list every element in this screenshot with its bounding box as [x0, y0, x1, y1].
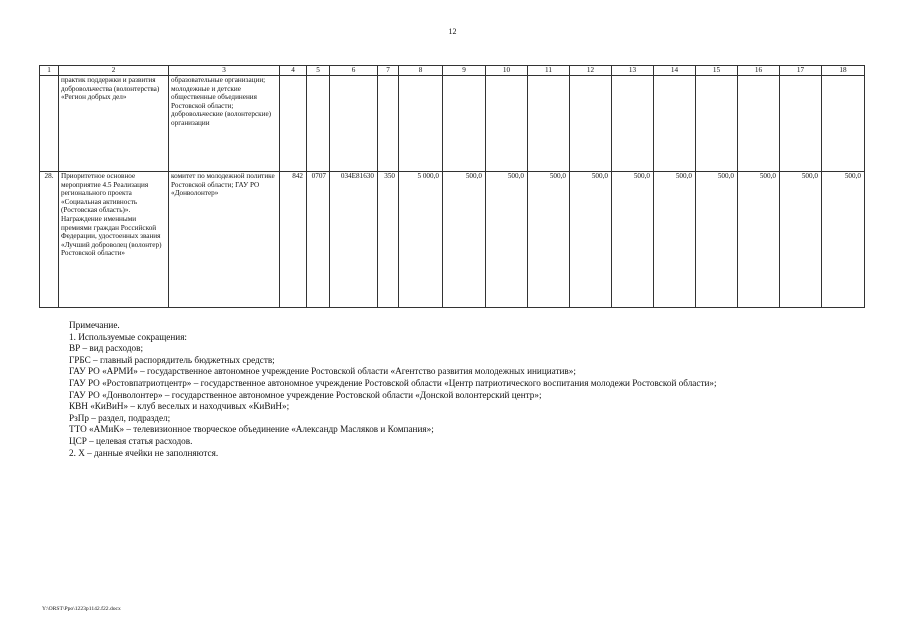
csr-cell: 034E81630 — [330, 172, 378, 308]
table-row — [40, 172, 865, 308]
year-value-cell: 500,0 — [696, 172, 738, 308]
column-header: 2 — [59, 66, 169, 76]
value-cell — [443, 76, 486, 172]
column-header: 13 — [612, 66, 654, 76]
value-cell — [280, 76, 307, 172]
rzpr-cell: 0707 — [307, 172, 330, 308]
column-header: 17 — [780, 66, 822, 76]
note-line: ЦСР – целевая статья расходов. — [69, 435, 193, 446]
measure-name-cell: практик поддержки и развития добровольчества (волонтерства) «Регион добрых дел» — [59, 76, 169, 172]
column-header: 7 — [378, 66, 399, 76]
value-cell — [696, 76, 738, 172]
year-value-cell: 500,0 — [528, 172, 570, 308]
note-line: ГАУ РО «АРМИ» – государственное автономное учреждение Ростовской области «Агентство развития молодежных инициатив»; — [69, 366, 576, 377]
value-cell — [780, 76, 822, 172]
value-cell — [570, 76, 612, 172]
value-cell — [654, 76, 696, 172]
total-cell: 5 000,0 — [399, 172, 443, 308]
notes-title: Примечание. — [69, 320, 120, 330]
column-header: 3 — [169, 66, 280, 76]
year-value-cell: 500,0 — [612, 172, 654, 308]
column-header: 10 — [486, 66, 528, 76]
value-cell — [612, 76, 654, 172]
value-cell — [528, 76, 570, 172]
value-cell — [378, 76, 399, 172]
value-cell — [738, 76, 780, 172]
value-cell — [399, 76, 443, 172]
note-line: ГАУ РО «Донволонтер» – государственное автономное учреждение Ростовской области «Донской волонтерский центр»; — [69, 389, 542, 400]
year-value-cell: 500,0 — [822, 172, 865, 308]
column-header: 18 — [822, 66, 865, 76]
grbs-cell: 842 — [280, 172, 307, 308]
measure-name-cell: Приоритетное основное мероприятие 4.5 Реализация регионального проекта «Социальная активность (Ростовская область)». Награждение именными премиями граждан Российской Федерации, удостоенных звания «Лучший доброволец (волонтер) Ростовской области» — [59, 172, 169, 308]
note-line: ТТО «АМиК» – телевизионное творческое объединение «Александр Масляков и Компания»; — [69, 424, 434, 435]
vr-cell: 350 — [378, 172, 399, 308]
column-header: 11 — [528, 66, 570, 76]
year-value-cell: 500,0 — [570, 172, 612, 308]
value-cell — [307, 76, 330, 172]
page-number: 12 — [448, 27, 457, 36]
table-row — [40, 76, 865, 172]
year-value-cell: 500,0 — [443, 172, 486, 308]
executor-cell: комитет по молодежной политике Ростовской области; ГАУ РО «Донволонтер» — [169, 172, 280, 308]
year-value-cell: 500,0 — [738, 172, 780, 308]
table-header-row — [40, 66, 865, 76]
year-value-cell: 500,0 — [780, 172, 822, 308]
note-line: ГРБС – главный распорядитель бюджетных средств; — [69, 354, 275, 365]
value-cell — [822, 76, 865, 172]
value-cell — [330, 76, 378, 172]
year-value-cell: 500,0 — [654, 172, 696, 308]
column-header: 4 — [280, 66, 307, 76]
column-header: 6 — [330, 66, 378, 76]
column-header: 16 — [738, 66, 780, 76]
footer-file-path: Y:\ORST\Ppo\1223p1142.f22.docx — [42, 606, 121, 612]
year-value-cell: 500,0 — [486, 172, 528, 308]
column-header: 8 — [399, 66, 443, 76]
note-line: ГАУ РО «Ростовпатриотцентр» – государственное автономное учреждение Ростовской области «Центр патриотического воспитания молодежи Ростовской области»; — [69, 377, 717, 388]
column-header: 1 — [40, 66, 59, 76]
executor-cell: образовательные организации; молодежные и детские общественные объединения Ростовской области; добровольческие (волонтерские) организации — [169, 76, 280, 172]
budget-table — [39, 65, 865, 308]
note-line: 2. Х – данные ячейки не заполняются. — [69, 447, 219, 458]
column-header: 15 — [696, 66, 738, 76]
notes-section — [69, 320, 717, 459]
column-header: 9 — [443, 66, 486, 76]
row-number-cell — [40, 76, 59, 172]
column-header: 5 — [307, 66, 330, 76]
note-line: КВН «КиВиН» – клуб веселых и находчивых «КиВиН»; — [69, 401, 290, 412]
note-line: ВР – вид расходов; — [69, 343, 144, 354]
row-number-cell: 28. — [40, 172, 59, 308]
column-header: 14 — [654, 66, 696, 76]
note-line: РзПр – раздел, подраздел; — [69, 412, 171, 423]
value-cell — [486, 76, 528, 172]
column-header: 12 — [570, 66, 612, 76]
note-line: 1. Используемые сокращения: — [69, 331, 187, 342]
